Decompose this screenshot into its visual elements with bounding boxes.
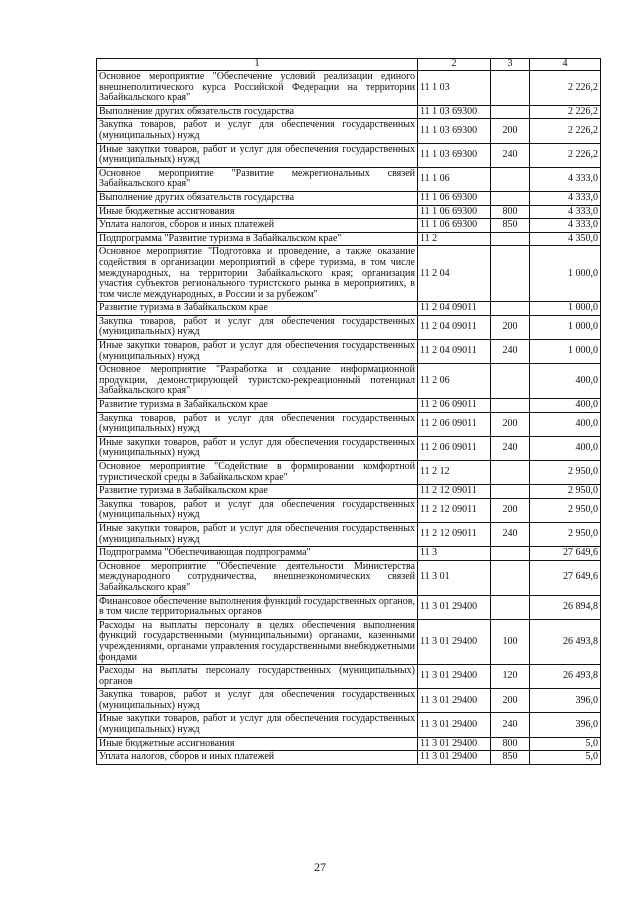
row-name-cell: Закупка товаров, работ и услуг для обеспечения государственных (муниципальных) нужд <box>97 315 418 339</box>
table-row <box>97 246 601 302</box>
row-expense-type-cell <box>491 461 530 485</box>
table-row <box>97 315 601 339</box>
row-name-cell: Иные закупки товаров, работ и услуг для обеспечения государственных (муниципальных) нужд <box>97 340 418 364</box>
row-amount-cell: 1 000,0 <box>530 340 601 364</box>
row-amount-cell: 27 649,6 <box>530 560 601 595</box>
row-amount-cell: 396,0 <box>530 689 601 713</box>
row-name-cell: Выполнение других обязательств государства <box>97 191 418 205</box>
row-code-cell: 11 1 03 69300 <box>418 119 491 143</box>
row-name-cell: Основное мероприятие "Разработка и создание информационной продукции, демонстрирующей туристско-рекреационный потенциал Забайкальского края" <box>97 364 418 399</box>
row-code-cell: 11 3 01 29400 <box>418 665 491 689</box>
table-row <box>97 713 601 737</box>
row-code-cell: 11 3 01 29400 <box>418 737 491 751</box>
row-name-cell: Закупка товаров, работ и услуг для обеспечения государственных (муниципальных) нужд <box>97 119 418 143</box>
row-name-cell: Иные бюджетные ассигнования <box>97 737 418 751</box>
row-expense-type-cell <box>491 191 530 205</box>
table-row <box>97 219 601 233</box>
column-number-4: 4 <box>530 59 601 71</box>
row-name-cell: Основное мероприятие "Развитие межрегиональных связей Забайкальского края" <box>97 167 418 191</box>
budget-table <box>96 58 601 765</box>
row-code-cell: 11 1 06 69300 <box>418 205 491 219</box>
row-amount-cell: 2 226,2 <box>530 71 601 106</box>
table-row <box>97 191 601 205</box>
table-row <box>97 364 601 399</box>
table-row <box>97 105 601 119</box>
row-code-cell: 11 3 01 <box>418 560 491 595</box>
row-amount-cell: 400,0 <box>530 364 601 399</box>
table-row <box>97 595 601 619</box>
row-amount-cell: 2 950,0 <box>530 485 601 499</box>
row-name-cell: Уплата налогов, сборов и иных платежей <box>97 219 418 233</box>
row-name-cell: Финансовое обеспечение выполнения функций государственных органов, в том числе территориальных органов <box>97 595 418 619</box>
row-amount-cell: 2 950,0 <box>530 498 601 522</box>
table-row <box>97 485 601 499</box>
table-row <box>97 71 601 106</box>
row-code-cell: 11 2 04 09011 <box>418 315 491 339</box>
row-expense-type-cell <box>491 246 530 302</box>
row-amount-cell: 400,0 <box>530 412 601 436</box>
row-amount-cell: 1 000,0 <box>530 302 601 316</box>
row-amount-cell: 4 350,0 <box>530 232 601 246</box>
row-amount-cell: 4 333,0 <box>530 219 601 233</box>
table-row <box>97 665 601 689</box>
row-amount-cell: 400,0 <box>530 436 601 460</box>
row-code-cell: 11 3 01 29400 <box>418 595 491 619</box>
row-expense-type-cell: 800 <box>491 737 530 751</box>
row-expense-type-cell <box>491 547 530 561</box>
row-name-cell: Иные закупки товаров, работ и услуг для обеспечения государственных (муниципальных) нужд <box>97 522 418 546</box>
row-name-cell: Закупка товаров, работ и услуг для обеспечения государственных (муниципальных) нужд <box>97 689 418 713</box>
row-amount-cell: 5,0 <box>530 751 601 765</box>
row-code-cell: 11 3 01 29400 <box>418 619 491 664</box>
row-expense-type-cell: 120 <box>491 665 530 689</box>
row-expense-type-cell <box>491 560 530 595</box>
table-row <box>97 436 601 460</box>
row-code-cell: 11 2 06 <box>418 364 491 399</box>
row-code-cell: 11 2 12 <box>418 461 491 485</box>
row-name-cell: Подпрограмма "Развитие туризма в Забайкальском крае" <box>97 232 418 246</box>
budget-sheet <box>96 58 601 765</box>
row-code-cell: 11 1 03 69300 <box>418 105 491 119</box>
row-expense-type-cell <box>491 485 530 499</box>
row-expense-type-cell: 240 <box>491 340 530 364</box>
table-row <box>97 412 601 436</box>
row-name-cell: Закупка товаров, работ и услуг для обеспечения государственных (муниципальных) нужд <box>97 412 418 436</box>
row-name-cell: Развитие туризма в Забайкальском крае <box>97 485 418 499</box>
row-amount-cell: 2 226,2 <box>530 119 601 143</box>
table-row <box>97 461 601 485</box>
row-expense-type-cell <box>491 399 530 413</box>
row-expense-type-cell: 240 <box>491 522 530 546</box>
row-code-cell: 11 2 06 09011 <box>418 436 491 460</box>
row-name-cell: Основное мероприятие "Обеспечение деятельности Министерства международного сотрудничества, внешнеэкономических связей Забайкальского края" <box>97 560 418 595</box>
row-expense-type-cell: 200 <box>491 498 530 522</box>
row-name-cell: Выполнение других обязательств государства <box>97 105 418 119</box>
row-expense-type-cell: 200 <box>491 412 530 436</box>
row-name-cell: Закупка товаров, работ и услуг для обеспечения государственных (муниципальных) нужд <box>97 498 418 522</box>
table-row <box>97 547 601 561</box>
table-row <box>97 167 601 191</box>
row-name-cell: Основное мероприятие "Содействие в формировании комфортной туристической среды в Забайкальском крае" <box>97 461 418 485</box>
row-expense-type-cell <box>491 232 530 246</box>
table-row <box>97 751 601 765</box>
table-row <box>97 522 601 546</box>
row-expense-type-cell: 240 <box>491 143 530 167</box>
row-amount-cell: 2 226,2 <box>530 143 601 167</box>
table-row <box>97 560 601 595</box>
row-name-cell: Иные закупки товаров, работ и услуг для обеспечения государственных (муниципальных) нужд <box>97 143 418 167</box>
row-name-cell: Иные бюджетные ассигнования <box>97 205 418 219</box>
table-row <box>97 737 601 751</box>
table-row <box>97 119 601 143</box>
table-row <box>97 232 601 246</box>
row-code-cell: 11 3 <box>418 547 491 561</box>
row-name-cell: Иные закупки товаров, работ и услуг для обеспечения государственных (муниципальных) нужд <box>97 713 418 737</box>
table-row <box>97 340 601 364</box>
row-name-cell: Основное мероприятие "Подготовка и проведение, а также оказание содействия в организации мероприятий в сфере туризма, в том числе международных, на территории Забайкальского края; организация участия субъектов регионального туристского рынка в мероприятиях, в том числе международных, в России и за рубежом" <box>97 246 418 302</box>
row-code-cell: 11 3 01 29400 <box>418 751 491 765</box>
row-amount-cell: 4 333,0 <box>530 191 601 205</box>
table-row <box>97 143 601 167</box>
row-code-cell: 11 2 06 09011 <box>418 399 491 413</box>
row-amount-cell: 4 333,0 <box>530 205 601 219</box>
row-code-cell: 11 2 12 09011 <box>418 485 491 499</box>
row-expense-type-cell <box>491 105 530 119</box>
table-row <box>97 399 601 413</box>
row-code-cell: 11 1 03 <box>418 71 491 106</box>
table-row <box>97 619 601 664</box>
row-expense-type-cell: 100 <box>491 619 530 664</box>
row-name-cell: Подпрограмма "Обеспечивающая подпрограмма" <box>97 547 418 561</box>
row-amount-cell: 2 226,2 <box>530 105 601 119</box>
row-amount-cell: 27 649,6 <box>530 547 601 561</box>
row-expense-type-cell: 200 <box>491 689 530 713</box>
row-name-cell: Уплата налогов, сборов и иных платежей <box>97 751 418 765</box>
row-amount-cell: 2 950,0 <box>530 522 601 546</box>
row-code-cell: 11 2 04 09011 <box>418 302 491 316</box>
row-expense-type-cell: 240 <box>491 713 530 737</box>
row-code-cell: 11 2 12 09011 <box>418 522 491 546</box>
column-number-1: 1 <box>97 59 418 71</box>
row-amount-cell: 396,0 <box>530 713 601 737</box>
row-amount-cell: 1 000,0 <box>530 315 601 339</box>
row-name-cell: Иные закупки товаров, работ и услуг для обеспечения государственных (муниципальных) нужд <box>97 436 418 460</box>
column-number-row <box>97 59 601 71</box>
row-expense-type-cell: 850 <box>491 219 530 233</box>
table-row <box>97 205 601 219</box>
row-code-cell: 11 2 04 09011 <box>418 340 491 364</box>
row-expense-type-cell: 240 <box>491 436 530 460</box>
row-expense-type-cell: 800 <box>491 205 530 219</box>
row-expense-type-cell <box>491 364 530 399</box>
row-code-cell: 11 1 03 69300 <box>418 143 491 167</box>
row-name-cell: Расходы на выплаты персоналу государственных (муниципальных) органов <box>97 665 418 689</box>
row-code-cell: 11 3 01 29400 <box>418 713 491 737</box>
row-amount-cell: 1 000,0 <box>530 246 601 302</box>
row-amount-cell: 4 333,0 <box>530 167 601 191</box>
row-amount-cell: 26 493,8 <box>530 665 601 689</box>
row-expense-type-cell: 200 <box>491 315 530 339</box>
column-number-2: 2 <box>418 59 491 71</box>
table-row <box>97 302 601 316</box>
row-code-cell: 11 1 06 <box>418 167 491 191</box>
row-name-cell: Основное мероприятие "Обеспечение условий реализации единого внешнеполитического курса Российской Федерации на территории Забайкальского края" <box>97 71 418 106</box>
page-number: 27 <box>314 860 326 874</box>
row-name-cell: Развитие туризма в Забайкальском крае <box>97 399 418 413</box>
table-row <box>97 498 601 522</box>
row-code-cell: 11 2 <box>418 232 491 246</box>
row-code-cell: 11 1 06 69300 <box>418 191 491 205</box>
row-code-cell: 11 2 06 09011 <box>418 412 491 436</box>
column-number-3: 3 <box>491 59 530 71</box>
row-name-cell: Развитие туризма в Забайкальском крае <box>97 302 418 316</box>
row-amount-cell: 26 894,8 <box>530 595 601 619</box>
table-row <box>97 689 601 713</box>
row-expense-type-cell <box>491 302 530 316</box>
row-expense-type-cell <box>491 71 530 106</box>
row-expense-type-cell <box>491 595 530 619</box>
row-name-cell: Расходы на выплаты персоналу в целях обеспечения выполнения функций государственными (муниципальными) органами, казенными учреждениями, органами управления государственными внебюджетными фондами <box>97 619 418 664</box>
row-code-cell: 11 3 01 29400 <box>418 689 491 713</box>
row-amount-cell: 5,0 <box>530 737 601 751</box>
row-expense-type-cell <box>491 167 530 191</box>
row-expense-type-cell: 850 <box>491 751 530 765</box>
row-code-cell: 11 2 04 <box>418 246 491 302</box>
row-amount-cell: 400,0 <box>530 399 601 413</box>
budget-table-body <box>97 59 601 765</box>
row-amount-cell: 26 493,8 <box>530 619 601 664</box>
row-expense-type-cell: 200 <box>491 119 530 143</box>
row-amount-cell: 2 950,0 <box>530 461 601 485</box>
row-code-cell: 11 1 06 69300 <box>418 219 491 233</box>
row-code-cell: 11 2 12 09011 <box>418 498 491 522</box>
